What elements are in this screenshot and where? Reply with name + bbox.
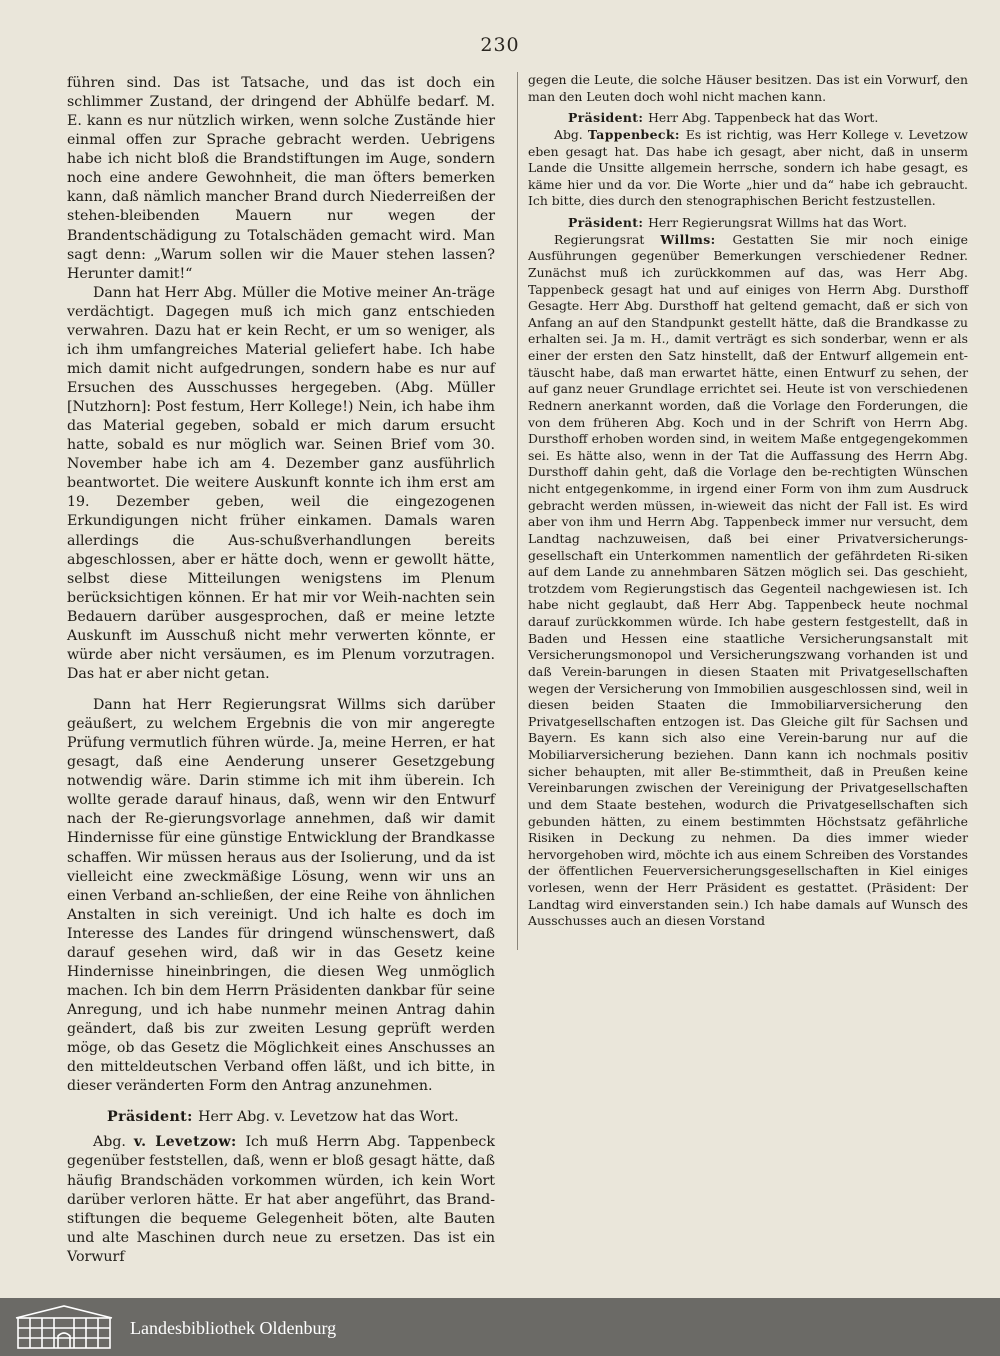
speaker-prefix: Regierungsrat <box>554 231 661 247</box>
speaker-name: Willms: <box>660 231 733 247</box>
paragraph: Dann hat Herr Abg. Müller die Motive meiner An-träge verdächtigt. Dagegen muß ich mich ganz entschieden verwahren. Dazu hat er kein Recht, er um so weniger, als ich ihm umfangreiches Material geliefert habe. Ich habe mich damit nicht aufgedrungen, sondern habe es nur auf Ersuchen des Ausschusses hergegeben. (Abg. Müller [Nutzhorn]: Post festum, Herr Kollege!) Nein, ich habe ihm das Material gegeben, sobald er mich darum ersucht hatte, sobald es nur möglich war. Seinen Brief vom 30. November habe ich am 4. Dezember ganz ausführlich beantwortet. Die weitere Auskunft konnte ich ihm erst am 19. Dezember geben, weil die eingezogenen Erkundigungen nicht früher einkamen. Damals waren allerdings die Aus-schußverhandlungen bereits abgeschlossen, aber er hätte doch, wenn er gewollt hätte, selbst diese Mitteilungen wenigstens im Plenum berücksichtigen können. Er hat mir vor Weih-nachten sein Bedauern darüber ausgesprochen, daß er meine letzte Auskunft im Ausschuß nicht mehr verwerten könnte, er würde aber nicht versäumen, es im Plenum vorzutragen. Das hat er aber nicht getan. <box>67 284 495 682</box>
speaker-line <box>67 1108 495 1127</box>
speech-paragraph <box>528 232 968 930</box>
page-number: 230 <box>480 34 520 56</box>
speaker-name: Präsident: <box>568 110 649 126</box>
speech-paragraph <box>67 1133 495 1266</box>
speaker-name: Präsident: <box>568 215 649 230</box>
paragraph: Dann hat Herr Regierungsrat Willms sich darüber geäußert, zu welchem Ergebnis die von mir angeregte Prüfung vermutlich führen würde. Ja, meine Herren, er hat gesagt, daß eine Aenderung unserer Gesetzgebung notwendig wäre. Darin stimme ich mit ihm überein. Ich wollte gerade darauf hinaus, daß, wenn wir den Entwurf nach der Re-gierungsvorlage annehmen, daß wir damit Hindernisse für eine günstige Entwicklung der Brandkasse schaffen. Wir müssen heraus aus der Isolierung, und da ist vielleicht eine zweckmäßige Lösung, wenn wir uns an einen Verband an-schließen, der eine Reihe von ähnlichen Anstalten in sich vereinigt. Und ich halte es doch im Interesse des Landes für dringend wünschenswert, daß darauf gesehen wird, daß wir in das Gesetz keine Hindernisse hineinbringen, die diesen Weg unmöglich machen. Ich bin dem Herrn Präsidenten dankbar für seine Anregung, und ich habe nunmehr meinen Antrag dahin geändert, daß bis zur zweiten Lesung geprüft werden möge, ob das Gesetz die Möglichkeit eines Anschusses an den mitteldeutschen Verband offen läßt, und ich bitte, in dieser veränderten Form den Antrag anzunehmen. <box>67 697 495 1095</box>
speech-paragraph <box>528 127 968 210</box>
speaker-text: Herr Regierungsrat Willms hat das Wort. <box>648 215 907 230</box>
left-column <box>67 74 495 1267</box>
right-column <box>517 72 968 950</box>
speaker-line <box>528 110 968 127</box>
library-footer <box>0 1298 1000 1356</box>
speaker-text: Herr Abg. v. Levetzow hat das Wort. <box>198 1109 459 1126</box>
speech-text: Ich muß Herrn Abg. Tappenbeck gegenüber feststellen, daß, wenn er bloß gesagt hätte, daß häufig Brandschäden vorkommen würden, ich kein Wort darüber verloren hätte. Er hat aber angeführt, das Brand-stiftungen die bequeme Gelegenheit böten, alte Bauten und alte Maschinen durch neue zu ersetzen. Das ist ein Vorwurf <box>67 1134 495 1265</box>
library-name: Landesbibliothek Oldenburg <box>130 1318 337 1338</box>
paragraph: gegen die Leute, die solche Häuser besitzen. Das ist ein Vorwurf, den man den Leuten doch wohl nicht machen kann. <box>528 72 968 104</box>
paragraph: führen sind. Das ist Tatsache, und das ist doch ein schlimmer Zustand, der dringend der Abhülfe bedarf. M. E. kann es nur nützlich wirken, wenn solche Zustände hier einmal offen zur Sprache gebracht werden. Uebrigens habe ich nicht bloß die Brandstiftungen im Auge, sondern noch eine andere Gewohnheit, die man öfters bemerken kann, daß nämlich mancher Brand durch Niederreißen der stehen-bleibenden Mauern nur wegen der Brandentschädigung zu Totalschäden gemacht wird. Man sagt denn: „Warum sollen wir die Mauer stehen lassen? Herunter damit!“ <box>67 75 495 282</box>
speech-text: Gestatten Sie mir noch einige Ausführungen gegenüber Bemerkungen verschiedener Redner. Zunächst muß ich zurückkommen auf das, was Herr Abg. Tappenbeck gesagt hat und auf einiges von Herrn Abg. Dursthoff Gesagte. Herr Abg. Dursthoff hat geltend gemacht, daß er sich von Anfang an auf den Standpunkt gestellt hätte, daß die Brandkasse zu erhalten sei. Ja m. H., damit verträgt es sich sonderbar, wenn er als einer der ersten den Satz hinstellt, daß der Entwurf allgemein ent-täuscht habe, daß man erwartet hätte, einen Entwurf zu sehen, der auf ganz neuer Grundlage errichtet sei. Heute ist von verschiedenen Rednern anerkannt worden, daß die Vorlage den Forderungen, die von dem früheren Abg. Koch und in der Schrift von Herrn Abg. Dursthoff erhoben worden sind, in weitem Maße entgegengekommen sei. Es hätte also, wenn in der Tat die Auffassung des Herrn Abg. Dursthoff dahin geht, daß die Vorlage den be-rechtigten Wünschen nicht entgegenkomme, in irgend einer Form von ihm zum Ausdruck gebracht werden müssen, in-wieweit das nicht der Fall ist. Es wird aber von ihm und Herrn Abg. Tappenbeck immer nur versucht, dem Landtag nachzuweisen, daß bei einer Privatversicherungs-gesellschaft ein Unterkommen namentlich der gefährdeten Ri-siken auf dem Lande zu annehmbaren Sätzen möglich sei. Das geschieht, trotzdem vom Regierungstisch das Gegenteil nachgewiesen ist. Ich habe nicht geglaubt, daß Herr Abg. Tappenbeck heute nochmal darauf zurückkommen würde. Ich habe gestern festgestellt, daß in Baden und Hessen eine staatliche Versicherungsanstalt mit Versicherungsmonopol und Versicherungszwang vorhanden ist und daß Verein-barungen in diesen Staaten mit Privatgesellschaften wegen der Versicherung von Immobilien ausgeschlossen sind, weil in diesen beiden Staaten die Immobiliarversicherung den Privatgesellschaften entzogen ist. Das Gleiche gilt für Sachsen und Bayern. Es kann sich also eine Verein-barung nur auf die Mobiliarversicherung beziehen. Dann kann ich nochmals positiv sicher behaupten, mit aller Be-stimmtheit, daß in Preußen keine Vereinbarungen zwischen der Vereinigung der Privatgesellschaften und dem Staate bestehen, wodurch die Privatgesellschaften sich gebunden hätten, zu einem bestimmten Höchstsatz gefährliche Risiken in Deckung zu nehmen. Da dies immer wieder hervorgehoben wird, möchte ich aus einem Schreiben des Vorstandes der öffentlichen Feuerversicherungsgesellschaften in Kiel einiges vorlesen, wenn der Herr Präsident es gestattet. (Präsident: Der Landtag wird einverstanden sein.) Ich habe damals auf Wunsch des Ausschusses auch an diesen Vorstand <box>528 231 969 929</box>
speaker-name: Präsident: <box>107 1109 199 1126</box>
speaker-name: v. Levetzow: <box>133 1134 246 1151</box>
speaker-name: Tappenbeck: <box>587 126 686 142</box>
library-building-icon <box>12 1302 116 1352</box>
speaker-prefix: Abg. <box>93 1134 134 1151</box>
speech-text: Es ist richtig, was Herr Kollege v. Levetzow eben gesagt hat. Das habe ich gesagt, aber nicht, daß in unserm Lande die Unsitte allgemein herrsche, sondern ich habe gesagt, es käme hier und da vor. Die Worte „hier und da“ habe ich gebraucht. Ich bitte, dies durch den stenographischen Bericht festzustellen. <box>528 126 968 209</box>
speaker-prefix: Abg. <box>554 126 588 142</box>
speaker-line <box>528 215 968 232</box>
speaker-text: Herr Abg. Tappenbeck hat das Wort. <box>648 110 879 126</box>
